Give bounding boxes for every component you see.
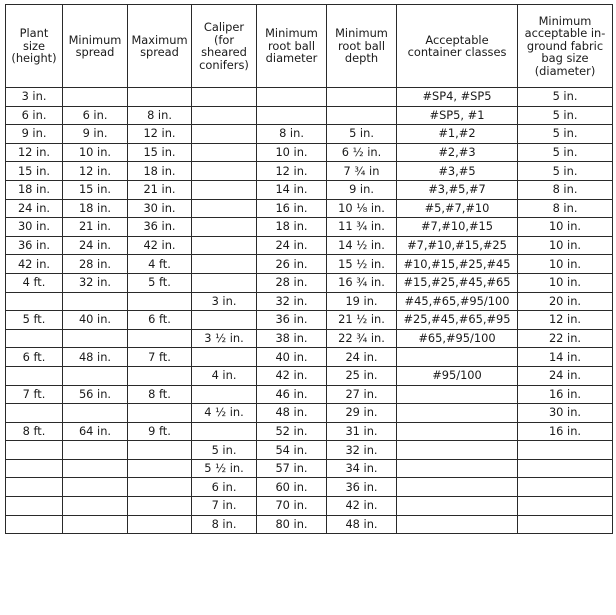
cell-min-root-ball-diameter: 48 in. (257, 404, 327, 423)
cell-minimum-spread: 18 in. (63, 199, 128, 218)
cell-min-root-ball-diameter: 57 in. (257, 459, 327, 478)
header-line: bag size (541, 51, 589, 66)
header-min-root-ball-diameter (257, 5, 327, 88)
cell-acceptable-container-classes: #25,#45,#65,#95 (397, 311, 518, 330)
cell-plant-size: 9 in. (6, 125, 63, 144)
header-line: root ball (338, 38, 385, 53)
cell-min-root-ball-depth: 11 ¾ in. (327, 218, 397, 237)
cell-maximum-spread (128, 88, 192, 107)
header-line: spread (140, 45, 179, 59)
cell-minimum-spread: 10 in. (63, 143, 128, 162)
cell-maximum-spread (128, 329, 192, 348)
table-row (6, 180, 613, 199)
table-row (6, 497, 613, 516)
nursery-stock-table-container (5, 4, 613, 534)
header-line: ground fabric (526, 38, 604, 53)
cell-min-fabric-bag-size (518, 459, 613, 478)
cell-maximum-spread: 15 in. (128, 143, 192, 162)
cell-maximum-spread (128, 459, 192, 478)
cell-maximum-spread: 5 ft. (128, 273, 192, 292)
cell-min-root-ball-depth: 9 in. (327, 180, 397, 199)
header-line: Minimum (538, 13, 592, 28)
table-row (6, 366, 613, 385)
cell-min-fabric-bag-size: 8 in. (518, 199, 613, 218)
cell-min-root-ball-diameter: 38 in. (257, 329, 327, 348)
cell-minimum-spread (63, 88, 128, 107)
cell-maximum-spread: 4 ft. (128, 255, 192, 274)
table-row (6, 255, 613, 274)
header-line: acceptable in- (524, 26, 606, 41)
cell-min-fabric-bag-size: 16 in. (518, 422, 613, 441)
cell-min-root-ball-diameter: 52 in. (257, 422, 327, 441)
table-row (6, 385, 613, 404)
cell-min-root-ball-depth: 25 in. (327, 366, 397, 385)
cell-plant-size (6, 441, 63, 460)
cell-minimum-spread (63, 515, 128, 534)
header-line: Plant (19, 26, 49, 41)
cell-caliper (192, 236, 257, 255)
cell-acceptable-container-classes: #45,#65,#95/100 (397, 292, 518, 311)
cell-caliper: 5 in. (192, 441, 257, 460)
cell-plant-size: 30 in. (6, 218, 63, 237)
cell-minimum-spread: 9 in. (63, 125, 128, 144)
cell-min-root-ball-diameter: 46 in. (257, 385, 327, 404)
cell-acceptable-container-classes (397, 441, 518, 460)
cell-caliper (192, 348, 257, 367)
cell-min-root-ball-depth (327, 88, 397, 107)
cell-min-root-ball-diameter: 60 in. (257, 478, 327, 497)
cell-min-root-ball-depth: 34 in. (327, 459, 397, 478)
table-row (6, 329, 613, 348)
cell-maximum-spread: 9 ft. (128, 422, 192, 441)
cell-min-fabric-bag-size: 22 in. (518, 329, 613, 348)
cell-acceptable-container-classes: #15,#25,#45,#65 (397, 273, 518, 292)
table-row (6, 422, 613, 441)
cell-min-root-ball-depth: 10 ⅛ in. (327, 199, 397, 218)
cell-min-root-ball-diameter: 32 in. (257, 292, 327, 311)
cell-min-fabric-bag-size: 24 in. (518, 366, 613, 385)
cell-minimum-spread: 6 in. (63, 106, 128, 125)
cell-acceptable-container-classes (397, 515, 518, 534)
cell-maximum-spread (128, 497, 192, 516)
cell-minimum-spread (63, 441, 128, 460)
cell-min-root-ball-diameter: 8 in. (257, 125, 327, 144)
header-line: Minimum (265, 26, 318, 41)
table-row (6, 292, 613, 311)
cell-min-root-ball-depth: 6 ½ in. (327, 143, 397, 162)
cell-maximum-spread: 8 in. (128, 106, 192, 125)
cell-min-fabric-bag-size: 10 in. (518, 218, 613, 237)
table-row (6, 236, 613, 255)
header-line: (diameter) (534, 63, 596, 78)
cell-min-root-ball-diameter: 16 in. (257, 199, 327, 218)
cell-maximum-spread: 30 in. (128, 199, 192, 218)
cell-plant-size: 5 ft. (6, 311, 63, 330)
cell-plant-size: 18 in. (6, 180, 63, 199)
table-row (6, 441, 613, 460)
cell-caliper (192, 162, 257, 181)
table-row (6, 88, 613, 107)
cell-min-root-ball-diameter: 26 in. (257, 255, 327, 274)
cell-acceptable-container-classes (397, 478, 518, 497)
cell-plant-size: 42 in. (6, 255, 63, 274)
cell-min-root-ball-diameter: 42 in. (257, 366, 327, 385)
cell-caliper (192, 143, 257, 162)
cell-min-root-ball-depth: 16 ¾ in. (327, 273, 397, 292)
cell-min-root-ball-depth: 27 in. (327, 385, 397, 404)
cell-plant-size: 12 in. (6, 143, 63, 162)
cell-min-fabric-bag-size: 10 in. (518, 273, 613, 292)
cell-min-fabric-bag-size: 10 in. (518, 255, 613, 274)
cell-maximum-spread: 6 ft. (128, 311, 192, 330)
cell-caliper (192, 106, 257, 125)
cell-maximum-spread: 42 in. (128, 236, 192, 255)
cell-plant-size: 6 ft. (6, 348, 63, 367)
cell-min-root-ball-diameter: 14 in. (257, 180, 327, 199)
cell-maximum-spread: 7 ft. (128, 348, 192, 367)
cell-min-root-ball-depth: 36 in. (327, 478, 397, 497)
cell-minimum-spread: 48 in. (63, 348, 128, 367)
cell-min-root-ball-diameter (257, 88, 327, 107)
cell-min-root-ball-depth: 5 in. (327, 125, 397, 144)
cell-caliper: 8 in. (192, 515, 257, 534)
cell-caliper: 3 ½ in. (192, 329, 257, 348)
table-row (6, 478, 613, 497)
table-row (6, 199, 613, 218)
cell-min-fabric-bag-size: 5 in. (518, 143, 613, 162)
cell-minimum-spread: 12 in. (63, 162, 128, 181)
header-caliper (192, 5, 257, 88)
table-row (6, 106, 613, 125)
cell-min-fabric-bag-size: 5 in. (518, 106, 613, 125)
header-line: root ball (268, 38, 315, 53)
header-line: Maximum (131, 32, 188, 47)
cell-minimum-spread (63, 459, 128, 478)
cell-plant-size: 24 in. (6, 199, 63, 218)
cell-plant-size (6, 404, 63, 423)
cell-caliper (192, 218, 257, 237)
cell-caliper: 7 in. (192, 497, 257, 516)
table-row (6, 515, 613, 534)
cell-plant-size: 3 in. (6, 88, 63, 107)
table-row (6, 348, 613, 367)
cell-caliper (192, 422, 257, 441)
cell-min-root-ball-diameter: 40 in. (257, 348, 327, 367)
cell-min-fabric-bag-size: 5 in. (518, 162, 613, 181)
cell-minimum-spread (63, 329, 128, 348)
cell-plant-size (6, 497, 63, 516)
cell-min-root-ball-depth: 7 ¾ in (327, 162, 397, 181)
header-line: diameter (265, 51, 318, 66)
cell-minimum-spread (63, 366, 128, 385)
cell-acceptable-container-classes: #1,#2 (397, 125, 518, 144)
cell-plant-size: 8 ft. (6, 422, 63, 441)
cell-caliper (192, 273, 257, 292)
cell-minimum-spread: 24 in. (63, 236, 128, 255)
table-row (6, 311, 613, 330)
cell-acceptable-container-classes (397, 459, 518, 478)
cell-plant-size: 7 ft. (6, 385, 63, 404)
header-row (6, 5, 613, 88)
header-line: (for (213, 32, 235, 47)
nursery-stock-spec-table (5, 4, 613, 534)
table-row (6, 404, 613, 423)
cell-min-root-ball-depth: 31 in. (327, 422, 397, 441)
table-row (6, 143, 613, 162)
table-row (6, 273, 613, 292)
cell-acceptable-container-classes: #7,#10,#15,#25 (397, 236, 518, 255)
header-line: Minimum (68, 32, 122, 47)
cell-min-root-ball-depth: 21 ½ in. (327, 311, 397, 330)
header-min-root-ball-depth (327, 5, 397, 88)
header-line: size (22, 38, 46, 53)
header-line: sheared (201, 45, 247, 59)
cell-acceptable-container-classes: #10,#15,#25,#45 (397, 255, 518, 274)
cell-plant-size: 15 in. (6, 162, 63, 181)
cell-caliper: 3 in. (192, 292, 257, 311)
cell-caliper (192, 255, 257, 274)
cell-plant-size (6, 366, 63, 385)
cell-maximum-spread (128, 404, 192, 423)
cell-caliper (192, 180, 257, 199)
cell-acceptable-container-classes (397, 497, 518, 516)
cell-maximum-spread (128, 292, 192, 311)
cell-min-root-ball-diameter: 80 in. (257, 515, 327, 534)
header-line: spread (75, 45, 115, 59)
cell-min-root-ball-diameter: 18 in. (257, 218, 327, 237)
cell-minimum-spread: 28 in. (63, 255, 128, 274)
cell-maximum-spread (128, 441, 192, 460)
cell-acceptable-container-classes: #3,#5,#7 (397, 180, 518, 199)
cell-maximum-spread: 21 in. (128, 180, 192, 199)
cell-minimum-spread (63, 497, 128, 516)
cell-minimum-spread: 32 in. (63, 273, 128, 292)
cell-min-root-ball-diameter: 28 in. (257, 273, 327, 292)
cell-acceptable-container-classes: #7,#10,#15 (397, 218, 518, 237)
cell-minimum-spread: 64 in. (63, 422, 128, 441)
cell-minimum-spread (63, 478, 128, 497)
cell-acceptable-container-classes: #95/100 (397, 366, 518, 385)
cell-caliper (192, 311, 257, 330)
cell-minimum-spread: 21 in. (63, 218, 128, 237)
cell-acceptable-container-classes: #2,#3 (397, 143, 518, 162)
cell-minimum-spread: 56 in. (63, 385, 128, 404)
cell-caliper: 4 in. (192, 366, 257, 385)
cell-min-root-ball-depth: 48 in. (327, 515, 397, 534)
header-line: (height) (11, 51, 57, 66)
header-line: depth (344, 51, 379, 66)
cell-acceptable-container-classes (397, 348, 518, 367)
cell-maximum-spread: 18 in. (128, 162, 192, 181)
cell-acceptable-container-classes: #3,#5 (397, 162, 518, 181)
cell-min-fabric-bag-size: 5 in. (518, 88, 613, 107)
cell-minimum-spread (63, 404, 128, 423)
header-min-fabric-bag-size (518, 5, 613, 88)
cell-min-root-ball-depth: 24 in. (327, 348, 397, 367)
cell-plant-size: 4 ft. (6, 273, 63, 292)
cell-min-root-ball-depth: 32 in. (327, 441, 397, 460)
cell-min-root-ball-depth: 19 in. (327, 292, 397, 311)
cell-maximum-spread (128, 366, 192, 385)
cell-acceptable-container-classes: #5,#7,#10 (397, 199, 518, 218)
cell-min-fabric-bag-size: 14 in. (518, 348, 613, 367)
cell-min-root-ball-diameter: 24 in. (257, 236, 327, 255)
cell-min-root-ball-diameter: 36 in. (257, 311, 327, 330)
cell-acceptable-container-classes (397, 385, 518, 404)
cell-maximum-spread: 36 in. (128, 218, 192, 237)
cell-min-root-ball-depth: 22 ¾ in. (327, 329, 397, 348)
cell-min-root-ball-depth: 15 ½ in. (327, 255, 397, 274)
cell-minimum-spread: 40 in. (63, 311, 128, 330)
table-row (6, 162, 613, 181)
cell-acceptable-container-classes (397, 404, 518, 423)
cell-min-root-ball-depth: 29 in. (327, 404, 397, 423)
header-line: Caliper (203, 20, 245, 34)
cell-min-fabric-bag-size: 8 in. (518, 180, 613, 199)
cell-min-root-ball-depth: 42 in. (327, 497, 397, 516)
table-row (6, 125, 613, 144)
cell-min-root-ball-diameter: 10 in. (257, 143, 327, 162)
cell-min-root-ball-diameter (257, 106, 327, 125)
header-line: Minimum (335, 26, 388, 41)
table-row (6, 218, 613, 237)
header-acceptable-container-classes (397, 5, 518, 88)
header-minimum-spread (63, 5, 128, 88)
header-line: Acceptable (425, 32, 489, 47)
cell-plant-size (6, 292, 63, 311)
cell-min-fabric-bag-size: 30 in. (518, 404, 613, 423)
header-line: conifers) (199, 57, 249, 72)
cell-min-root-ball-depth: 14 ½ in. (327, 236, 397, 255)
cell-plant-size (6, 515, 63, 534)
cell-caliper: 6 in. (192, 478, 257, 497)
cell-maximum-spread: 8 ft. (128, 385, 192, 404)
cell-plant-size: 36 in. (6, 236, 63, 255)
table-row (6, 459, 613, 478)
cell-min-fabric-bag-size: 20 in. (518, 292, 613, 311)
cell-maximum-spread: 12 in. (128, 125, 192, 144)
cell-min-root-ball-depth (327, 106, 397, 125)
cell-plant-size (6, 329, 63, 348)
cell-plant-size (6, 478, 63, 497)
cell-acceptable-container-classes: #65,#95/100 (397, 329, 518, 348)
cell-caliper (192, 199, 257, 218)
table-body (6, 88, 613, 534)
cell-plant-size: 6 in. (6, 106, 63, 125)
cell-min-fabric-bag-size: 12 in. (518, 311, 613, 330)
cell-min-root-ball-diameter: 12 in. (257, 162, 327, 181)
header-maximum-spread (128, 5, 192, 88)
cell-minimum-spread (63, 292, 128, 311)
cell-acceptable-container-classes (397, 422, 518, 441)
cell-min-root-ball-diameter: 70 in. (257, 497, 327, 516)
cell-min-fabric-bag-size (518, 515, 613, 534)
cell-maximum-spread (128, 478, 192, 497)
cell-min-root-ball-diameter: 54 in. (257, 441, 327, 460)
cell-minimum-spread: 15 in. (63, 180, 128, 199)
cell-acceptable-container-classes: #SP5, #1 (397, 106, 518, 125)
cell-min-fabric-bag-size (518, 441, 613, 460)
cell-caliper (192, 385, 257, 404)
cell-min-fabric-bag-size: 16 in. (518, 385, 613, 404)
header-line: container classes (407, 45, 507, 59)
cell-min-fabric-bag-size (518, 478, 613, 497)
cell-caliper (192, 125, 257, 144)
cell-acceptable-container-classes: #SP4, #SP5 (397, 88, 518, 107)
cell-min-fabric-bag-size: 5 in. (518, 125, 613, 144)
cell-caliper: 4 ½ in. (192, 404, 257, 423)
header-plant-size (6, 5, 63, 88)
cell-min-fabric-bag-size (518, 497, 613, 516)
cell-caliper (192, 88, 257, 107)
cell-maximum-spread (128, 515, 192, 534)
cell-plant-size (6, 459, 63, 478)
cell-min-fabric-bag-size: 10 in. (518, 236, 613, 255)
cell-caliper: 5 ½ in. (192, 459, 257, 478)
